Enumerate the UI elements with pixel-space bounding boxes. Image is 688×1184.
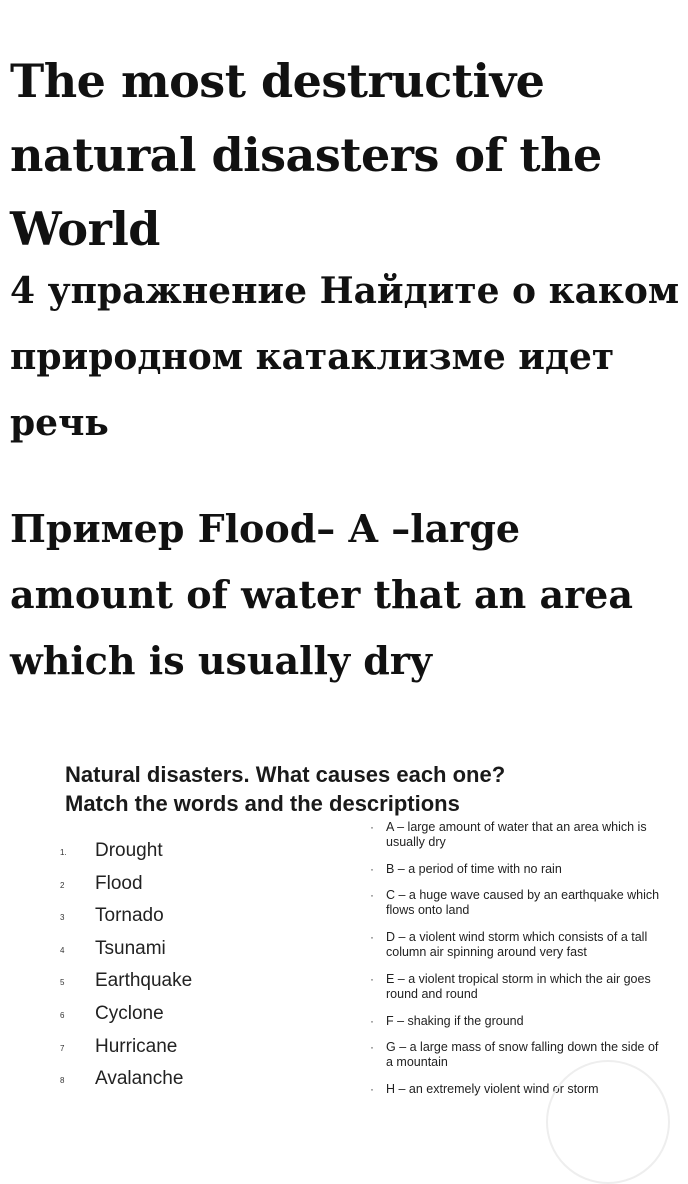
description-text: F – shaking if the ground	[386, 1014, 524, 1028]
word-label: Drought	[95, 840, 163, 861]
bullet-dot-icon: ·	[370, 888, 374, 902]
word-number: 1.	[60, 848, 67, 857]
bullet-dot-icon: ·	[370, 820, 374, 834]
word-label: Cyclone	[95, 1002, 164, 1024]
word-label: Tornado	[95, 905, 164, 927]
description-text: E – a violent tropical storm in which the air goes round and round	[386, 972, 651, 1001]
description-text: B – a period of time with no rain	[386, 862, 562, 876]
worksheet-title-line-2: Match the words and the descriptions	[65, 791, 460, 816]
bullet-dot-icon: ·	[370, 1082, 374, 1096]
bullet-dot-icon: ·	[370, 930, 374, 944]
exercise-instruction: 4 упражнение Найдите о каком природном катаклизме идет речь	[10, 270, 680, 444]
word-label: Flood	[95, 872, 143, 894]
word-number: 6	[60, 1010, 65, 1020]
word-label: Earthquake	[95, 970, 193, 992]
description-text: C – a huge wave caused by an earthquake which flows onto land	[386, 888, 660, 917]
description-text: D – a violent wind storm which consists of a tall column air spinning around very fast	[386, 930, 648, 959]
worksheet-title	[65, 760, 505, 818]
word-number: 5	[60, 978, 65, 988]
bullet-dot-icon: ·	[370, 1040, 374, 1054]
description-text: H – an extremely violent wind or storm	[386, 1082, 599, 1096]
word-number: 2	[60, 880, 65, 890]
bullet-dot-icon: ·	[370, 1014, 374, 1028]
worksheet-image	[0, 750, 688, 1124]
description-text: A – large amount of water that an area which is usually dry	[386, 820, 647, 849]
page-title: The most destructive natural disasters of the World	[10, 54, 602, 256]
decorative-arc	[546, 1060, 670, 1184]
exercise-example: Пример Flood– A –large amount of water that an area which is usually dry	[10, 506, 633, 683]
word-number: 3	[60, 913, 65, 923]
bullet-dot-icon: ·	[370, 972, 374, 986]
word-number: 4	[60, 945, 65, 955]
description-text: G – a large mass of snow falling down the side of a mountain	[386, 1040, 659, 1069]
word-label: Avalanche	[95, 1068, 184, 1090]
word-number: 7	[60, 1043, 65, 1053]
worksheet-title-line-1: Natural disasters. What causes each one?	[65, 762, 506, 787]
word-label: Hurricane	[95, 1035, 178, 1057]
word-number: 8	[60, 1076, 65, 1086]
word-label: Tsunami	[95, 937, 166, 959]
bullet-dot-icon: ·	[370, 862, 374, 876]
